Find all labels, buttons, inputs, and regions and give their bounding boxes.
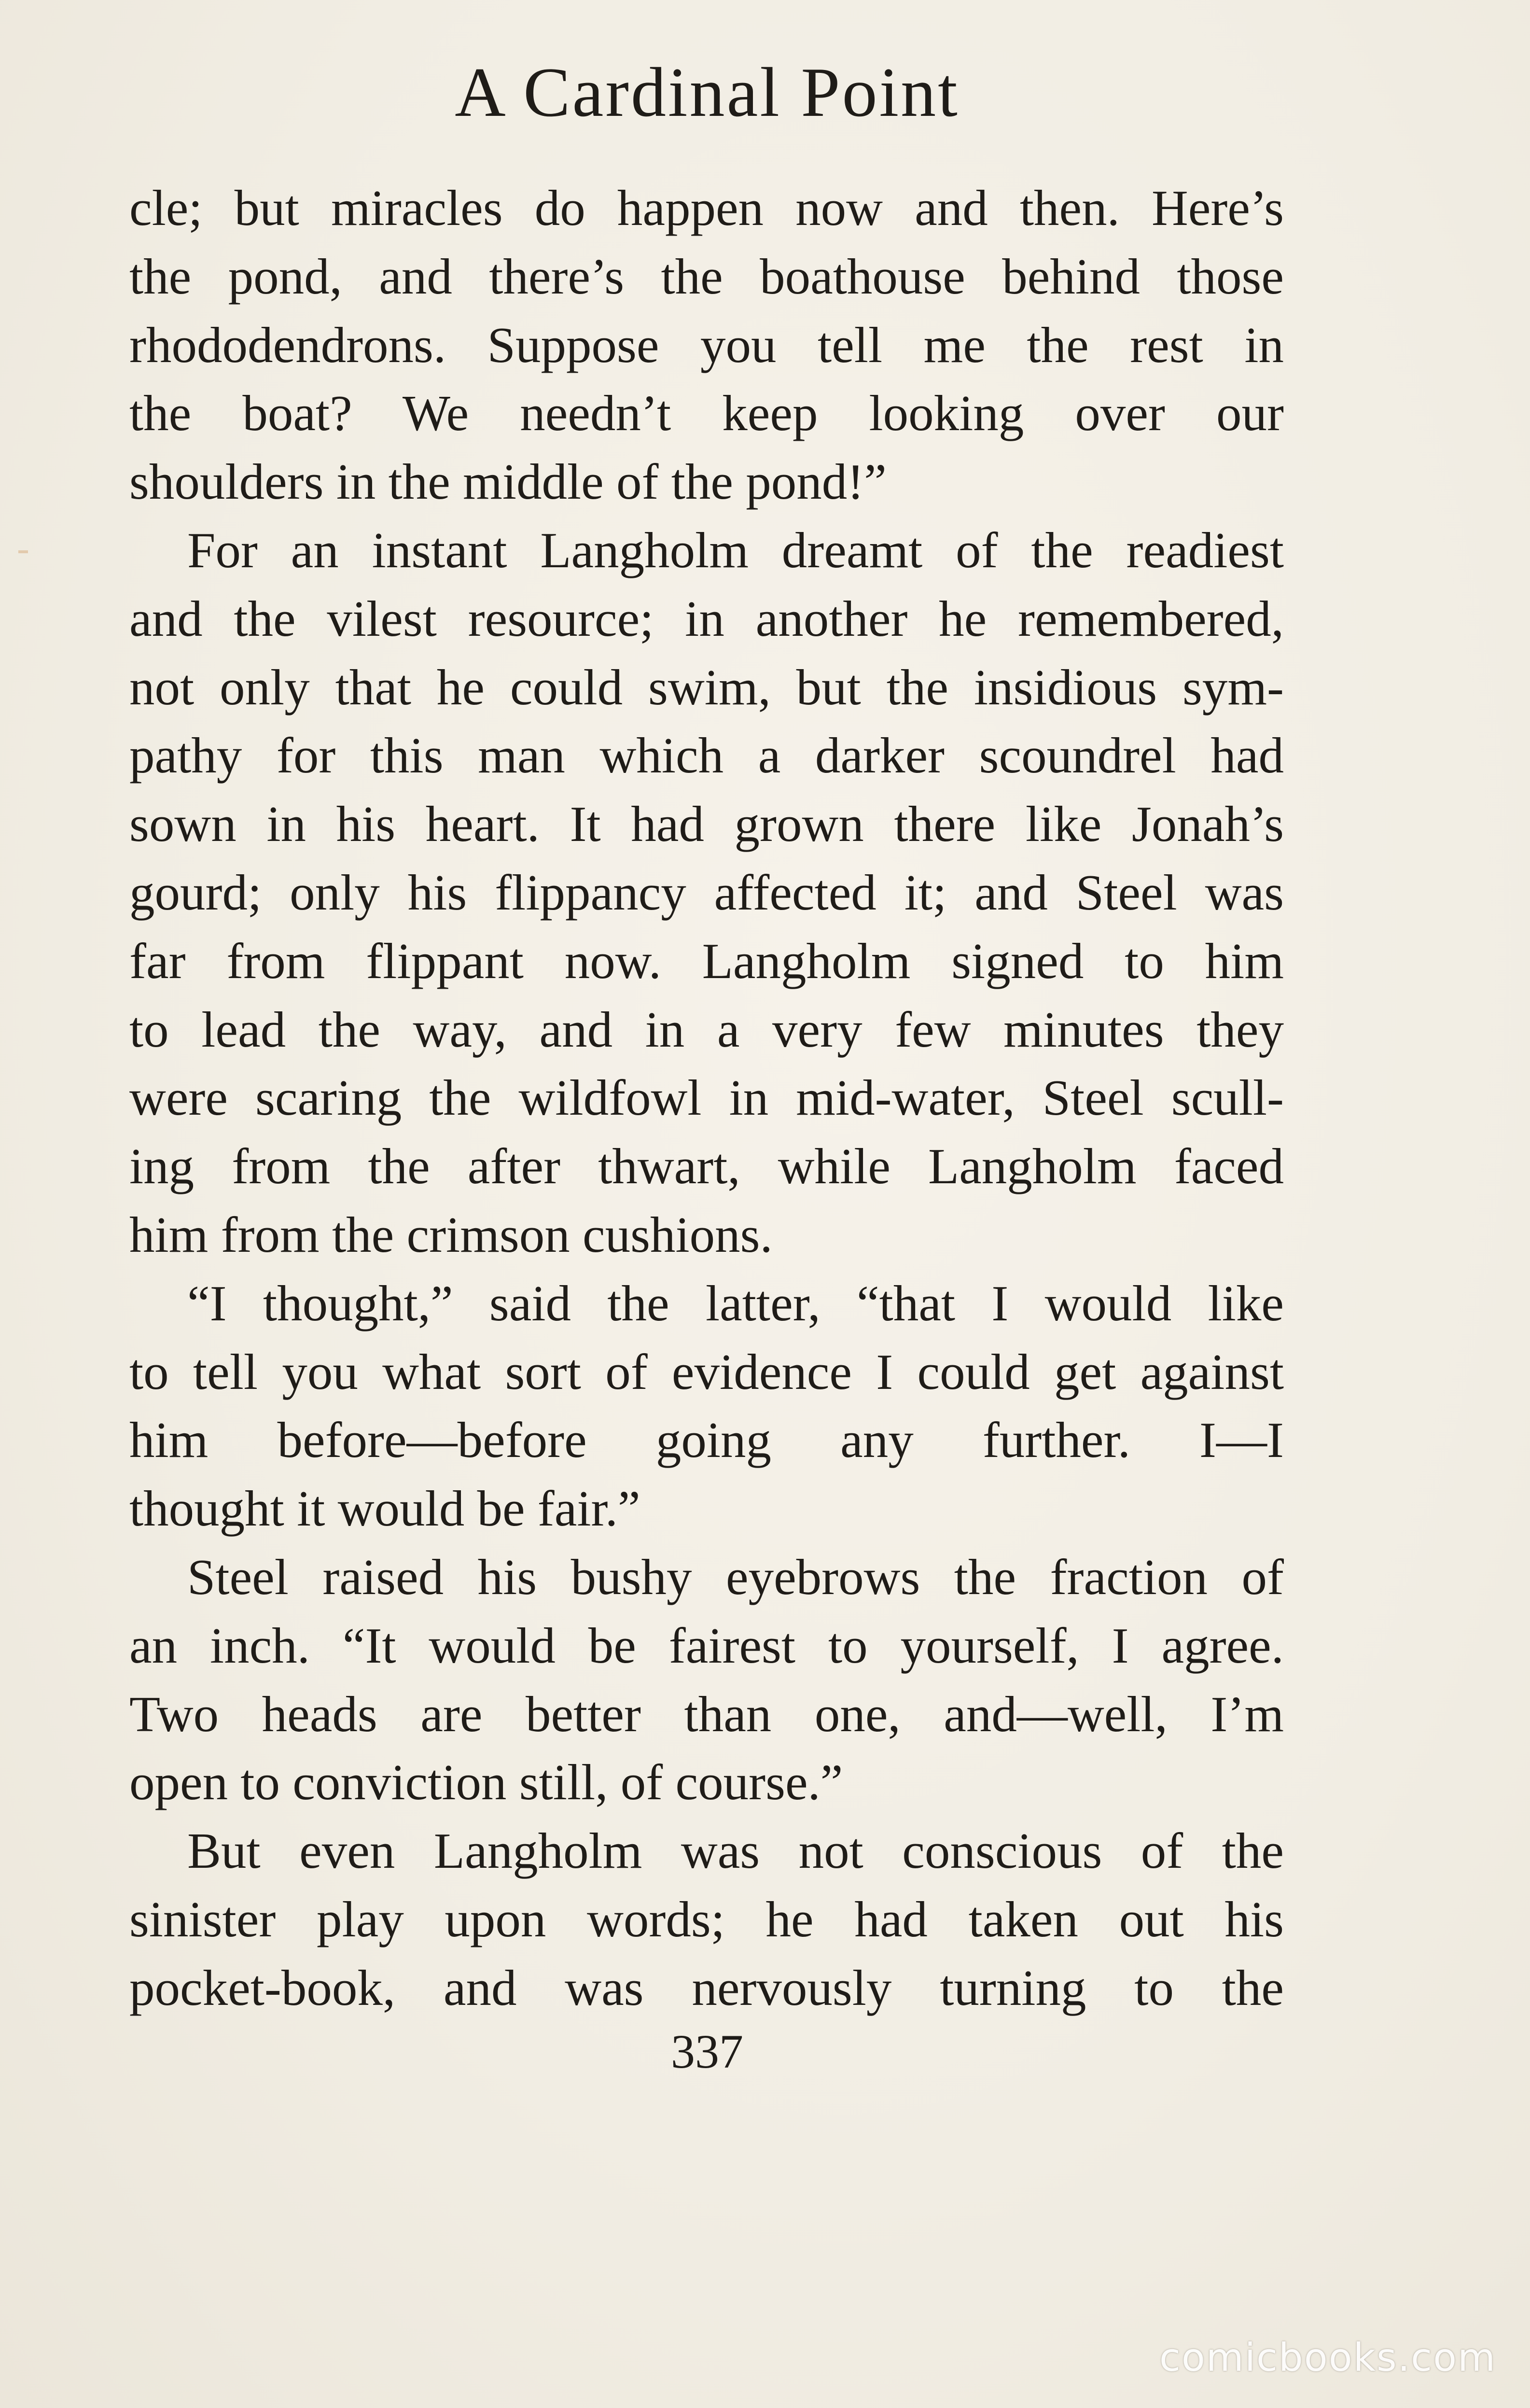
- text-line: “I thought,” said the latter, “that I would like: [187, 1274, 1284, 1331]
- text-line: and the vilest resource; in another he remembered,: [129, 590, 1284, 647]
- text-line: him before—before going any further. I—I: [129, 1412, 1284, 1469]
- text-line: to lead the way, and in a very few minutes they: [129, 1001, 1284, 1058]
- text-line: For an instant Langholm dreamt of the readiest: [187, 521, 1284, 578]
- text-line: sinister play upon words; he had taken out his: [129, 1890, 1284, 1947]
- text-line: far from flippant now. Langholm signed to him: [129, 932, 1284, 989]
- text-line: But even Langholm was not conscious of the: [187, 1822, 1284, 1879]
- text-line: ing from the after thwart, while Langholm faced: [129, 1138, 1284, 1195]
- running-head-title: A Cardinal Point: [455, 53, 960, 131]
- page-edge-mark: [18, 550, 28, 553]
- text-line: shoulders in the middle of the pond!”: [129, 453, 887, 510]
- text-line: rhododendrons. Suppose you tell me the rest in: [129, 316, 1284, 373]
- watermark-text: comicbooks.com: [1159, 2335, 1496, 2380]
- text-line: cle; but miracles do happen now and then. Here’s: [129, 180, 1284, 236]
- text-line: thought it would be fair.”: [129, 1480, 640, 1537]
- text-line: pocket-book, and was nervously turning to the: [129, 1959, 1284, 2016]
- body-text: [129, 174, 1284, 2022]
- text-line: gourd; only his flippancy affected it; and Steel was: [129, 864, 1284, 921]
- text-line: to tell you what sort of evidence I could get against: [129, 1343, 1284, 1400]
- text-line: an inch. “It would be fairest to yourself, I agree.: [129, 1617, 1284, 1674]
- text-line: were scaring the wildfowl in mid-water, Steel scull-: [129, 1069, 1284, 1126]
- text-line: Steel raised his bushy eyebrows the fraction of: [187, 1548, 1284, 1605]
- text-line: sown in his heart. It had grown there like Jonah’s: [129, 796, 1284, 853]
- text-line: the pond, and there’s the boathouse behind those: [129, 248, 1284, 305]
- text-line: the boat? We needn’t keep looking over our: [129, 385, 1284, 442]
- text-line: not only that he could swim, but the insidious sym-: [129, 658, 1284, 715]
- text-line: Two heads are better than one, and—well, I’m: [129, 1685, 1284, 1742]
- text-line: pathy for this man which a darker scoundrel had: [129, 727, 1284, 784]
- page-number: 337: [671, 2025, 743, 2078]
- text-line: open to conviction still, of course.”: [129, 1754, 843, 1811]
- text-line: him from the crimson cushions.: [129, 1206, 773, 1263]
